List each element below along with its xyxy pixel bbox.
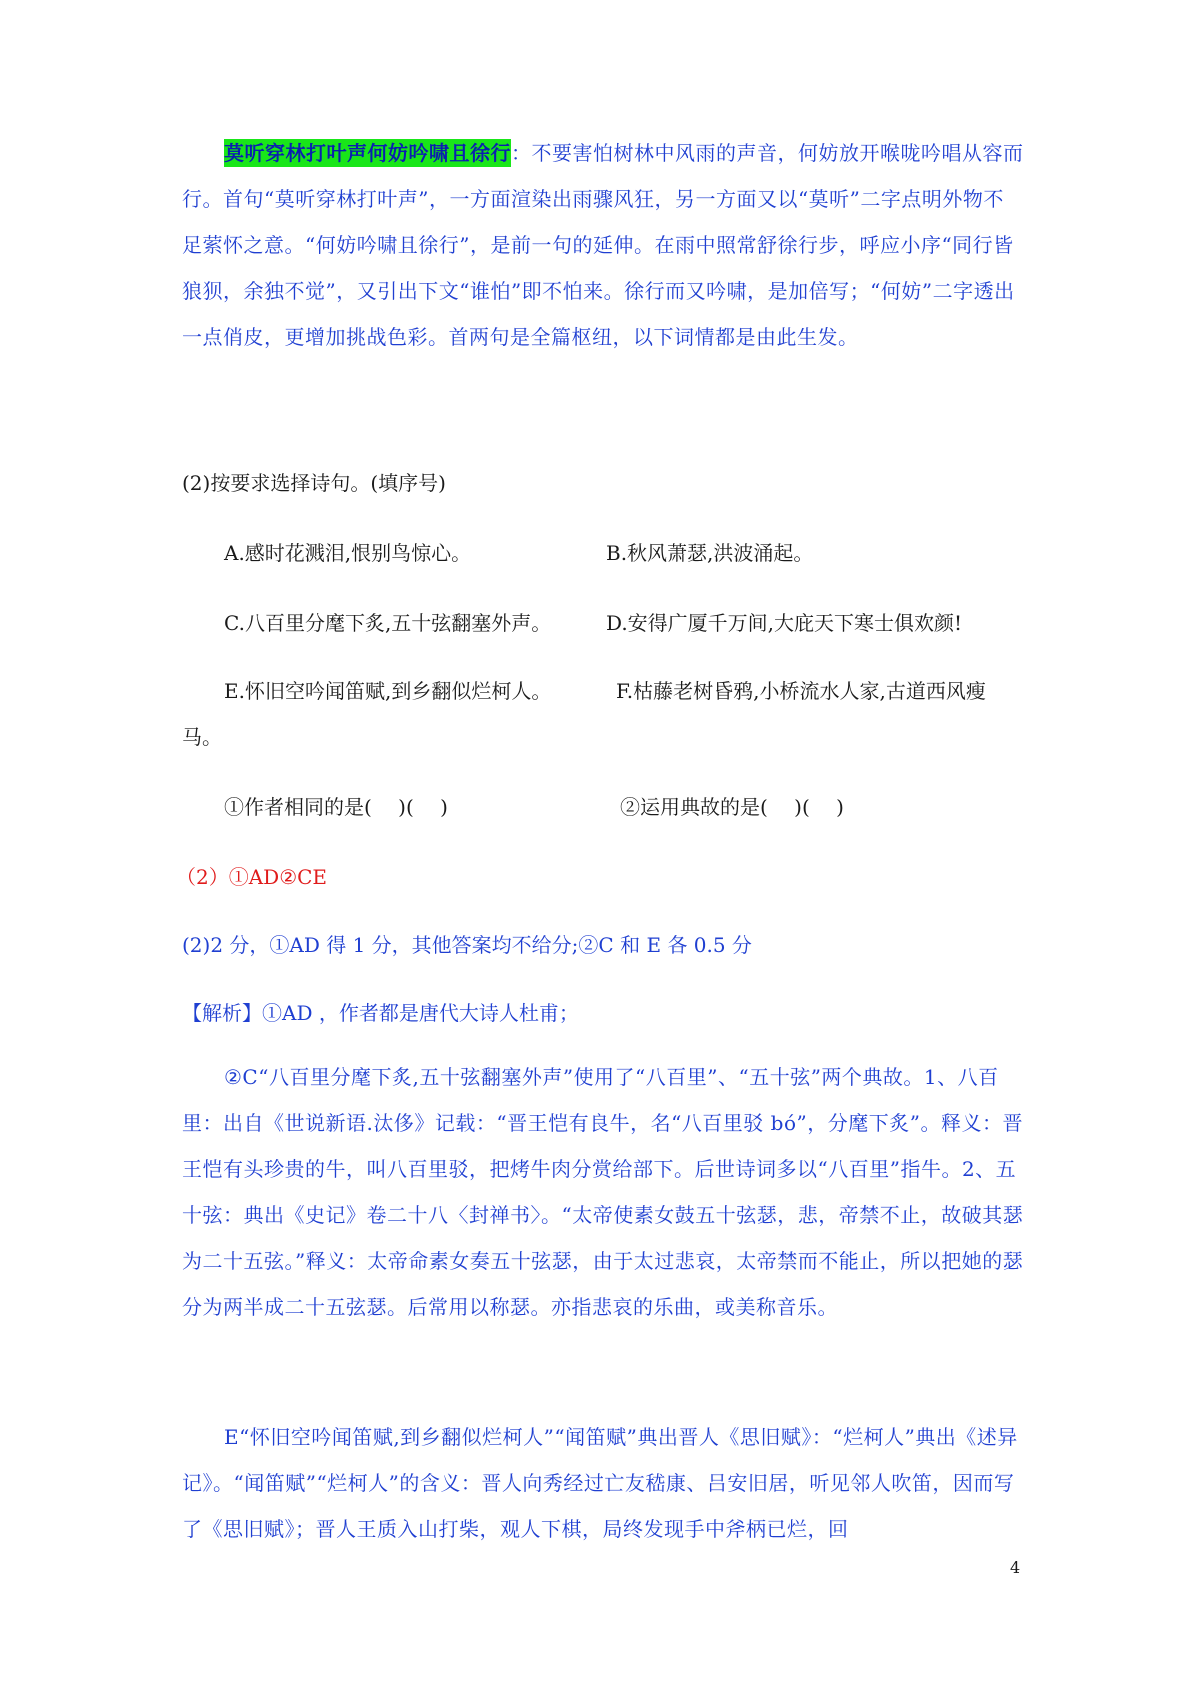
option-a: A.感时花溅泪,恨别鸟惊心。 <box>224 541 472 565</box>
analysis-paragraph-c: ②C“八百里分麾下炙,五十弦翻塞外声”使用了“八百里”、“五十弦”两个典故。1、八百里：出自《世说新语.汰侈》记载：“晋王恺有良牛，名“八百里驳 bó”，分麾下炙”。释义：晋王恺有头珍贵的牛，叫八百里驳，把烤牛肉分赏给部下。后世诗词多以“八百里”指牛。2、五十弦：典出《史记》卷二十八〈封禅书〉。“太帝使素女鼓五十弦瑟，悲，帝禁不止，故破其瑟为二十五弦。”释义：太帝命素女奏五十弦瑟，由于太过悲哀，太帝禁而不能止，所以把她的瑟分为两半成二十五弦瑟。后常用以称瑟。亦指悲哀的乐曲，或美称音乐。 <box>182 1065 1024 1319</box>
option-f-line1: F.枯藤老树昏鸦,小桥流水人家,古道西风瘦 <box>616 679 986 703</box>
option-e: E.怀旧空吟闻笛赋,到乡翻似烂柯人。 <box>224 679 552 703</box>
question-title: (2)按要求选择诗句。(填序号) <box>182 471 446 495</box>
scoring-line: (2)2 分，①AD 得 1 分，其他答案均不给分;②C 和 E 各 0.5 分 <box>182 933 752 957</box>
option-c: C.八百里分麾下炙,五十弦翻塞外声。 <box>224 611 552 635</box>
option-b: B.秋风萧瑟,洪波涌起。 <box>606 541 814 565</box>
page-number: 4 <box>1010 1558 1021 1577</box>
option-f-line2: 马。 <box>182 725 222 749</box>
analysis-paragraph-e: E“怀旧空吟闻笛赋,到乡翻似烂柯人”“闻笛赋”典出晋人《思旧赋》：“烂柯人”典出《述异记》。“闻笛赋”“烂柯人”的含义：晋人向秀经过亡友嵇康、吕安旧居，听见邻人吹笛，因而写了《思旧赋》；晋人王质入山打柴，观人下棋，局终发现手中斧柄已烂，回 <box>182 1425 1018 1541</box>
analysis-first: ①AD ，作者都是唐代大诗人杜甫； <box>262 1001 579 1025</box>
highlighted-poem-line: 莫听穿林打叶声何妨吟啸且徐行 <box>224 141 511 165</box>
answer-line: （2）①AD②CE <box>176 865 328 889</box>
sub-question-1: ①作者相同的是( )( ) <box>224 795 448 819</box>
intro-paragraph <box>182 130 1024 360</box>
intro-text: 不要害怕树林中风雨的声音，何妨放开喉咙吟唱从容而行。首句“莫听穿林打叶声”，一方面渲染出雨骤风狂，另一方面又以“莫听”二字点明外物不足萦怀之意。“何妨吟啸且徐行”，是前一句的延伸。在雨中照常舒徐行步，呼应小序“同行皆狼狈，余独不觉”，又引出下文“谁怕”即不怕来。徐行而又吟啸，是加倍写；“何妨”二字透出一点俏皮，更增加挑战色彩。首两句是全篇枢纽，以下词情都是由此生发。 <box>182 141 1024 349</box>
analysis-label: 【解析】 <box>182 1001 262 1025</box>
option-d: D.安得广厦千万间,大庇天下寒士俱欢颜! <box>606 611 963 635</box>
intro-colon: ： <box>511 141 532 165</box>
analysis-first-line <box>182 998 579 1028</box>
sub-question-2: ②运用典故的是( )( ) <box>620 795 844 819</box>
